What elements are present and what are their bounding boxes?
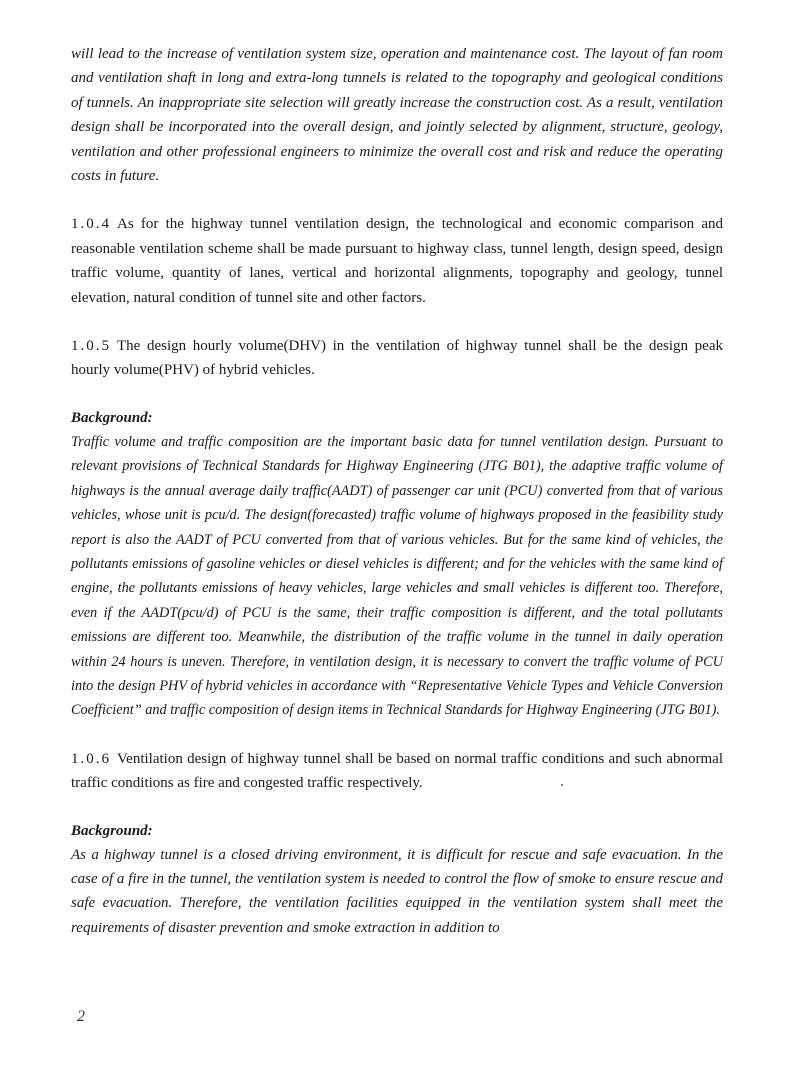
document-page <box>71 42 723 940</box>
page-number: 2 <box>77 1008 85 1025</box>
clause-1-0-6 <box>71 747 723 796</box>
clause-number: 1.0.4 <box>71 216 111 233</box>
background-heading: Background: <box>71 822 153 839</box>
continuation-paragraph: will lead to the increase of ventilation system size, operation and maintenance cost. The layout of fan room and ventilation shaft in long and extra-long tunnels is related to the topography and geological conditions of tunnels. An inappropriate site selection will greatly increase the construction cost. As a result, ventilation design shall be incorporated into the overall design, and jointly selected by alignment, structure, geology, ventilation and other professional engineers to minimize the overall cost and risk and reduce the operating costs in future. <box>71 46 723 185</box>
clause-number: 1.0.6 <box>71 750 111 767</box>
background-heading: Background: <box>71 409 153 426</box>
background-paragraph: Traffic volume and traffic composition are the important basic data for tunnel ventilation design. Pursuant to relevant provisions of Technical Standards for Highway Engineering (JTG B01), the adaptive traffic volume of highways is the annual average daily traffic(AADT) of passenger car unit (PCU) converted from that of various vehicles, whose unit is pcu/d. The design(forecasted) traffic volume of highways proposed in the feasibility study report is also the AADT of PCU converted from that of various vehicles. But for the same kind of vehicles, the pollutants emissions of gasoline vehicles or diesel vehicles is different; and for the vehicles with the same kind of engine, the pollutants emissions of heavy vehicles, large vehicles and small vehicles is different too. Therefore, even if the AADT(pcu/d) of PCU is the same, their traffic composition is different, and the total pollutants emissions are different too. Meanwhile, the distribution of the traffic volume in the tunnel in daily operation within 24 hours is uneven. Therefore, in ventilation design, it is necessary to convert the traffic volume of PCU into the design PHV of hybrid vehicles in accordance with “Representative Vehicle Types and Vehicle Conversion Coefficient” and traffic composition of design items in Technical Standards for Highway Engineering (JTG B01). <box>71 433 723 719</box>
clause-text: As for the highway tunnel ventilation design, the technological and economic comparison and reasonable ventilation scheme shall be made pursuant to highway class, tunnel length, design speed, design traffic volume, quantity of lanes, vertical and horizontal alignments, topography and geology, tunnel elevation, natural condition of tunnel site and other factors. <box>71 216 723 306</box>
stray-dot <box>561 784 563 786</box>
clause-number: 1.0.5 <box>71 338 111 355</box>
background-paragraph: As a highway tunnel is a closed driving environment, it is difficult for rescue and safe evacuation. In the case of a fire in the tunnel, the ventilation system is needed to control the flow of smoke to ensure rescue and safe evacuation. Therefore, the ventilation facilities equipped in the ventilation system shall meet the requirements of disaster prevention and smoke extraction in addition to <box>71 846 723 936</box>
clause-1-0-5 <box>71 334 723 383</box>
clause-text: The design hourly volume(DHV) in the ventilation of highway tunnel shall be the design peak hourly volume(PHV) of hybrid vehicles. <box>71 338 723 379</box>
clause-text: Ventilation design of highway tunnel shall be based on normal traffic conditions and such abnormal traffic conditions as fire and congested traffic respectively. <box>71 750 723 792</box>
clause-1-0-4 <box>71 212 723 310</box>
